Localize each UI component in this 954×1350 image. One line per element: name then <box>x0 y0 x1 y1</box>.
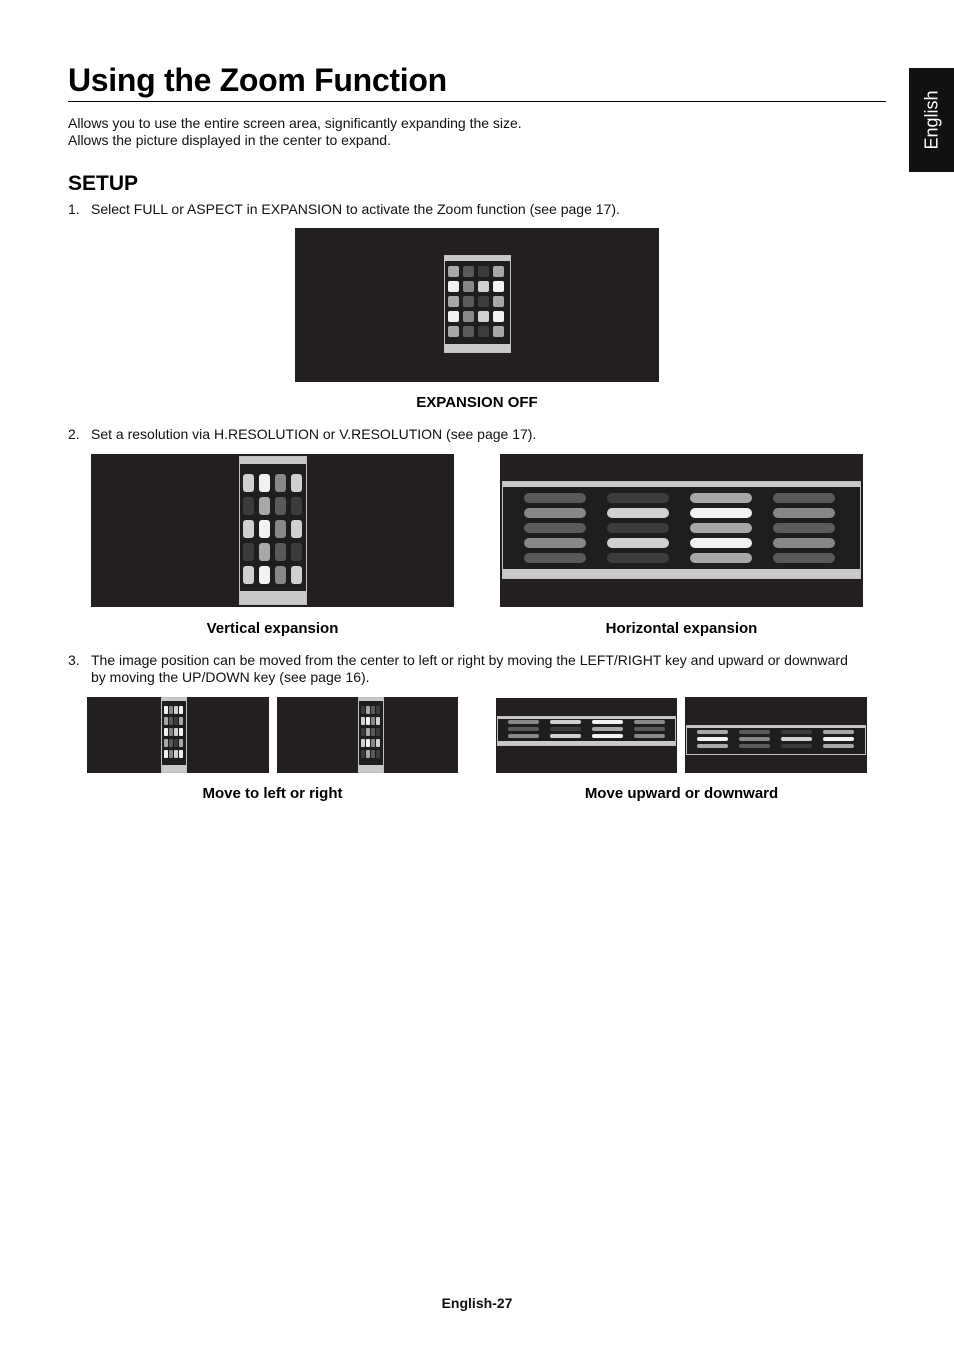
step-2-number: 2. <box>68 426 80 442</box>
picture-panel <box>497 716 676 746</box>
screen-vertical-expansion <box>91 454 454 607</box>
step-3-text: The image position can be moved from the center to left or right by moving the LEFT/RIGHT key and upward or downward <box>91 652 848 668</box>
app-tile <box>634 720 665 724</box>
app-tile <box>448 281 459 292</box>
app-tile <box>448 296 459 307</box>
app-tile <box>550 734 581 738</box>
app-tile <box>179 717 183 725</box>
app-tile <box>592 727 623 731</box>
setup-heading: SETUP <box>68 172 139 195</box>
caption-move-up-down: Move upward or downward <box>584 785 779 802</box>
app-tile <box>164 739 168 747</box>
app-tile <box>275 520 286 538</box>
app-tile <box>493 281 504 292</box>
app-tile <box>524 553 586 563</box>
app-tile <box>592 734 623 738</box>
app-tile <box>478 326 489 337</box>
caption-expansion-off: EXPANSION OFF <box>416 394 538 411</box>
app-tile <box>174 717 178 725</box>
app-tile <box>243 543 254 561</box>
app-tile <box>376 739 380 747</box>
app-tile <box>524 493 586 503</box>
intro-line-1: Allows you to use the entire screen area, significantly expanding the size. <box>68 115 522 131</box>
title-rule <box>68 101 886 102</box>
app-tile <box>179 750 183 758</box>
app-tile <box>174 739 178 747</box>
app-tile <box>592 720 623 724</box>
step-3-text-cont: by moving the UP/DOWN key (see page 16). <box>91 669 370 685</box>
app-tile <box>508 720 539 724</box>
app-tile <box>781 737 812 741</box>
app-tile <box>634 727 665 731</box>
app-tile <box>275 497 286 515</box>
app-tile <box>478 281 489 292</box>
app-tile <box>781 730 812 734</box>
app-tile <box>243 474 254 492</box>
app-tile <box>164 750 168 758</box>
app-tile <box>371 728 375 736</box>
picture-panel <box>161 697 187 773</box>
app-tile <box>463 311 474 322</box>
app-tile <box>690 553 752 563</box>
app-tile <box>690 493 752 503</box>
app-tile <box>697 730 728 734</box>
app-tile <box>179 739 183 747</box>
app-tile <box>291 520 302 538</box>
app-tile <box>524 508 586 518</box>
app-tile <box>366 728 370 736</box>
app-tile <box>366 717 370 725</box>
app-tile <box>291 497 302 515</box>
app-tile <box>478 311 489 322</box>
app-tile <box>550 727 581 731</box>
app-tile <box>781 744 812 748</box>
step-1-text: Select FULL or ASPECT in EXPANSION to activate the Zoom function (see page 17). <box>91 201 620 217</box>
app-tile <box>371 706 375 714</box>
app-tile <box>371 750 375 758</box>
screen-expansion-off <box>295 228 659 382</box>
step-1-number: 1. <box>68 201 80 217</box>
app-tile <box>366 750 370 758</box>
app-tile <box>773 493 835 503</box>
app-tile <box>376 750 380 758</box>
app-tile <box>463 296 474 307</box>
app-tile <box>366 706 370 714</box>
app-tile <box>371 717 375 725</box>
app-tile <box>478 296 489 307</box>
app-tile <box>448 326 459 337</box>
picture-panel <box>686 725 866 755</box>
app-tile <box>361 739 365 747</box>
screen-horizontal-expansion <box>500 454 863 607</box>
app-tile <box>773 523 835 533</box>
app-tile <box>773 553 835 563</box>
intro-line-2: Allows the picture displayed in the center to expand. <box>68 132 391 148</box>
app-tile <box>361 717 365 725</box>
app-tile <box>493 266 504 277</box>
app-tile <box>259 497 270 515</box>
picture-panel <box>239 456 307 605</box>
app-tile <box>697 744 728 748</box>
app-tile <box>164 717 168 725</box>
app-tile <box>607 523 669 533</box>
step-3-number: 3. <box>68 652 80 668</box>
caption-horizontal-expansion: Horizontal expansion <box>605 620 758 637</box>
app-tile <box>243 520 254 538</box>
app-tile <box>291 566 302 584</box>
app-tile <box>690 508 752 518</box>
language-tab-label: English <box>921 90 941 150</box>
app-tile <box>179 728 183 736</box>
app-tile <box>524 523 586 533</box>
app-tile <box>371 739 375 747</box>
app-tile <box>448 311 459 322</box>
app-tile <box>823 737 854 741</box>
app-tile <box>169 728 173 736</box>
app-tile <box>366 739 370 747</box>
screen-move-right <box>277 697 458 773</box>
app-tile <box>823 744 854 748</box>
step-2-text: Set a resolution via H.RESOLUTION or V.RESOLUTION (see page 17). <box>91 426 537 442</box>
app-tile <box>773 508 835 518</box>
app-tile <box>376 706 380 714</box>
caption-move-left-right: Move to left or right <box>202 785 343 802</box>
page-title: Using the Zoom Function <box>68 62 447 98</box>
caption-vertical-expansion: Vertical expansion <box>206 620 339 637</box>
app-tile <box>697 737 728 741</box>
app-tile <box>169 739 173 747</box>
app-tile <box>259 474 270 492</box>
app-tile <box>243 566 254 584</box>
app-tile <box>493 311 504 322</box>
app-tile <box>243 497 254 515</box>
app-tile <box>508 727 539 731</box>
app-tile <box>275 543 286 561</box>
app-tile <box>508 734 539 738</box>
app-tile <box>634 734 665 738</box>
app-tile <box>376 728 380 736</box>
app-tile <box>174 706 178 714</box>
language-tab <box>909 68 954 172</box>
app-tile <box>463 281 474 292</box>
app-tile <box>291 543 302 561</box>
app-tile <box>448 266 459 277</box>
app-tile <box>739 730 770 734</box>
app-tile <box>463 326 474 337</box>
app-tile <box>739 744 770 748</box>
app-tile <box>690 538 752 548</box>
app-tile <box>478 266 489 277</box>
page-footer: English-27 <box>441 1295 513 1311</box>
app-tile <box>174 750 178 758</box>
app-tile <box>291 474 302 492</box>
picture-panel <box>502 481 861 579</box>
app-tile <box>361 750 365 758</box>
picture-panel <box>444 255 511 353</box>
screen-move-up <box>496 698 677 773</box>
app-tile <box>607 538 669 548</box>
app-tile <box>164 706 168 714</box>
app-tile <box>169 750 173 758</box>
app-tile <box>739 737 770 741</box>
app-tile <box>164 728 168 736</box>
app-tile <box>259 543 270 561</box>
app-tile <box>275 566 286 584</box>
app-tile <box>550 720 581 724</box>
app-tile <box>361 728 365 736</box>
app-tile <box>361 706 365 714</box>
app-tile <box>179 706 183 714</box>
app-tile <box>463 266 474 277</box>
app-tile <box>275 474 286 492</box>
screen-move-left <box>87 697 269 773</box>
app-tile <box>493 326 504 337</box>
picture-panel <box>358 697 384 773</box>
app-tile <box>259 520 270 538</box>
screen-move-down <box>685 697 867 773</box>
app-tile <box>174 728 178 736</box>
app-tile <box>607 508 669 518</box>
app-tile <box>524 538 586 548</box>
app-tile <box>690 523 752 533</box>
app-tile <box>169 717 173 725</box>
app-tile <box>493 296 504 307</box>
app-tile <box>773 538 835 548</box>
app-tile <box>607 553 669 563</box>
app-tile <box>376 717 380 725</box>
app-tile <box>259 566 270 584</box>
app-tile <box>823 730 854 734</box>
app-tile <box>169 706 173 714</box>
app-tile <box>607 493 669 503</box>
